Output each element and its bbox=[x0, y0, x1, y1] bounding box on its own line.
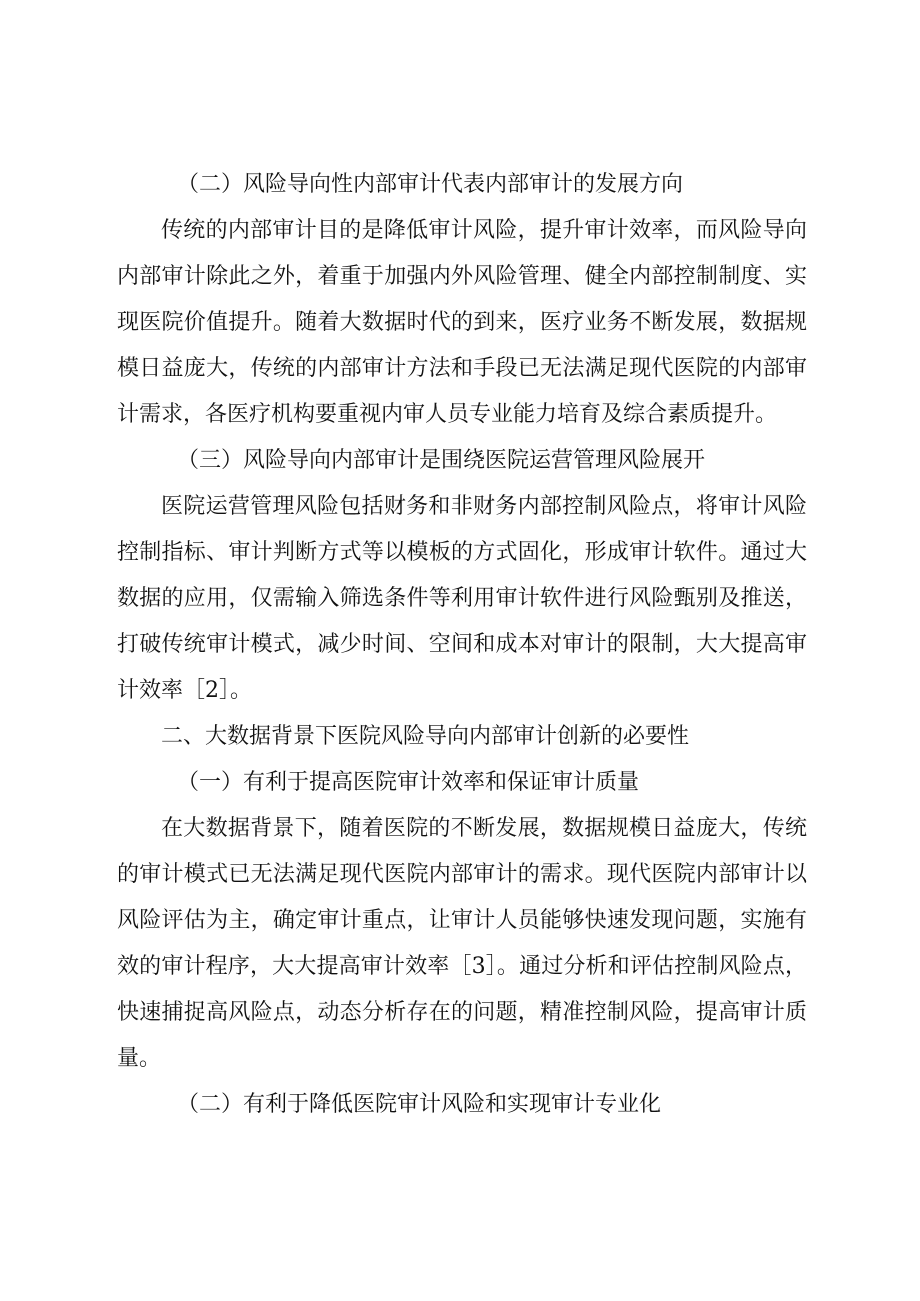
section-heading-operational-risk: （三）风险导向内部审计是围绕医院运营管理风险展开 bbox=[177, 448, 706, 473]
paragraph-operational-risk: 医院运营管理风险包括财务和非财务内部控制风险点，将审计风险控制指标、审计判断方式等以模板的方式固化，形成审计软件。通过大数据的应用，仅需输入筛选条件等利用审计软件进行风险甄别及推送，打破传统审计模式，减少时间、空间和成本对审计的限制，大大提高审计效率［2］。 bbox=[117, 494, 807, 703]
paragraph-big-data-background: 在大数据背景下，随着医院的不断发展，数据规模日益庞大，传统的审计模式已无法满足现代医院内部审计的需求。现代医院内部审计以风险评估为主，确定审计重点，让审计人员能够快速发现问题，实施有效的审计程序，大大提高审计效率［3］。通过分析和评估控制风险点，快速捕捉高风险点，动态分析存在的问题，精准控制风险，提高审计质量。 bbox=[117, 816, 807, 1071]
paragraph-traditional-audit: 传统的内部审计目的是降低审计风险，提升审计效率，而风险导向内部审计除此之外，着重于加强内外风险管理、健全内部控制制度、实现医院价值提升。随着大数据时代的到来，医疗业务不断发展，数据规模日益庞大，传统的内部审计方法和手段已无法满足现代医院的内部审计需求，各医疗机构要重视内审人员专业能力培育及综合素质提升。 bbox=[117, 218, 807, 427]
section-heading-reduce-risk: （二）有利于降低医院审计风险和实现审计专业化 bbox=[177, 1092, 662, 1117]
document-body bbox=[117, 162, 807, 1128]
section-heading-efficiency-quality: （一）有利于提高医院审计效率和保证审计质量 bbox=[177, 770, 640, 795]
section-heading-risk-oriented-direction: （二）风险导向性内部审计代表内部审计的发展方向 bbox=[177, 172, 684, 197]
chapter-heading-necessity: 二、大数据背景下医院风险导向内部审计创新的必要性 bbox=[161, 724, 690, 749]
